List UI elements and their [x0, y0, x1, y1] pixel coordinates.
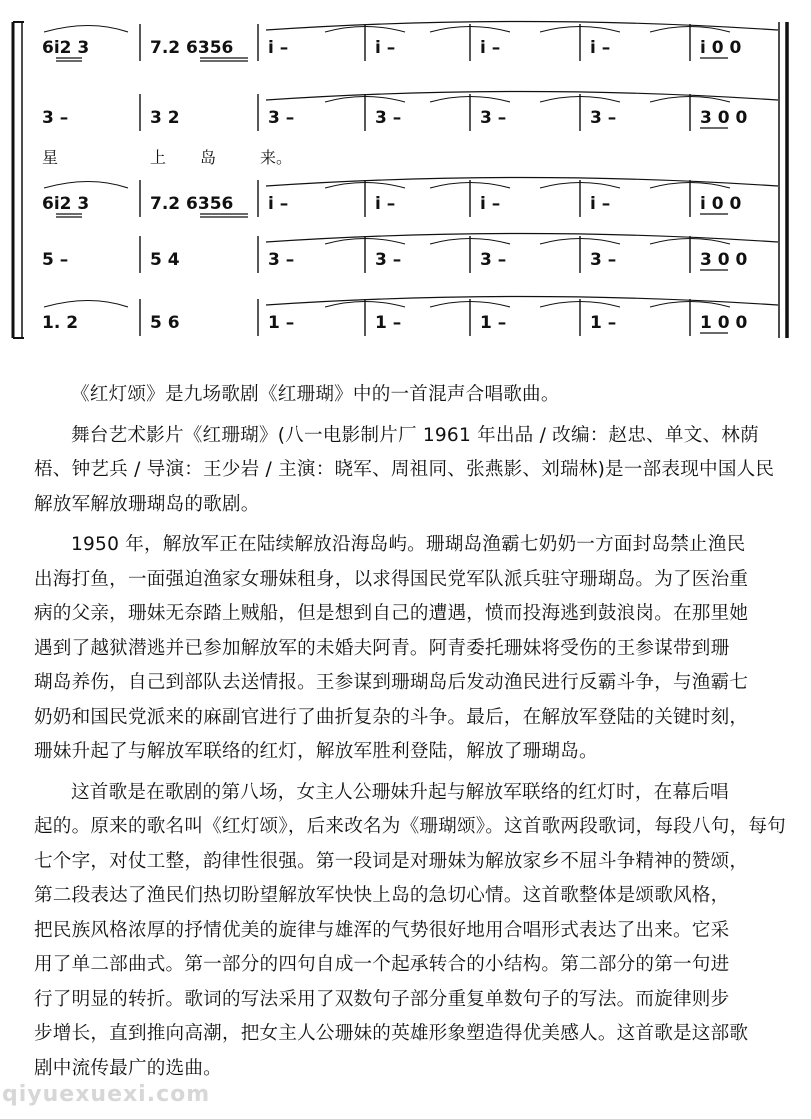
- slur-arc: [44, 182, 128, 189]
- text-line: 遇到了越狱潜逃并已参加解放军的未婚夫阿青。阿青委托珊妹将受伤的王参谋带到珊: [34, 637, 730, 659]
- text-line: 步增长，直到推向高潮，把女主人公珊妹的英雄形象塑造得优美感人。这首歌是这部歌: [34, 1023, 749, 1044]
- measure-notes: 3 –: [375, 250, 402, 270]
- measure-notes: 1 –: [375, 313, 402, 333]
- measure-notes: 3 –: [590, 250, 617, 270]
- text-line: 出海打鱼，一面强迫渔家女珊妹租身，以求得国民党军队派兵驻守珊瑚岛。为了医治重: [34, 568, 749, 590]
- text-line: 起的。原来的歌名叫《红灯颂》，后来改名为《珊瑚颂》。这首歌两段歌词，每段八句，每句: [34, 816, 786, 837]
- measure-notes: i 0 0: [700, 194, 742, 214]
- measure-notes: 3 0 0: [700, 250, 748, 270]
- lyric-syllable: 星: [42, 148, 59, 167]
- text-line: 舞台艺术影片《红珊瑚》(八一电影制片厂 1961 年出品 / 改编：赵忠、单文、林荫: [71, 424, 759, 446]
- final-barline: [779, 22, 787, 338]
- measure-notes: 1 –: [480, 313, 507, 333]
- text-line: 七个字，对仗工整，韵律性很强。第一段词是对珊妹为解放家乡不屈斗争精神的赞颂，: [34, 850, 749, 872]
- measure-notes: 5 –: [42, 250, 69, 270]
- text-line: 梧、钟艺兵 / 导演：王少岩 / 主演：晓军、周祖同、张燕影、刘瑞林)是一部表现中国人民: [34, 459, 775, 480]
- text-line: 把民族风格浓厚的抒情优美的旋律与雄浑的气势很好地用合唱形式表达了出来。它采: [34, 919, 730, 941]
- measure-notes: 3 0 0: [700, 108, 748, 128]
- measure-notes: i –: [268, 38, 289, 58]
- paragraph-analysis: [34, 776, 794, 1087]
- measure-notes: 1 –: [590, 313, 617, 333]
- measure-notes: 3 2: [150, 108, 180, 128]
- measure-notes: 3 –: [480, 250, 507, 270]
- numbered-music-score: [0, 0, 811, 350]
- measure-notes: i –: [590, 38, 611, 58]
- article-text: [34, 378, 794, 1086]
- measure-notes: 7.2 6356: [150, 38, 234, 58]
- text-line: 《红灯颂》是九场歌剧《红珊瑚》中的一首混声合唱歌曲。: [71, 384, 560, 405]
- measure-notes: 5 6: [150, 313, 180, 333]
- slur-arc: [44, 26, 128, 33]
- measure-notes: 6i2 3: [42, 38, 90, 58]
- text-line: 解放军解放珊瑚岛的歌剧。: [34, 493, 260, 515]
- text-line: 行了明显的转折。歌词的写法采用了双数句子部分重复单数句子的写法。而旋律则步: [34, 988, 730, 1010]
- measure-notes: 3 –: [375, 108, 402, 128]
- text-line: 1950 年，解放军正在陆续解放沿海岛屿。珊瑚岛渔霸七奶奶一方面封岛禁止渔民: [71, 534, 746, 555]
- measure-notes: i –: [268, 194, 289, 214]
- slur-arc: [44, 301, 128, 308]
- text-line: 奶奶和国民党派来的麻副官进行了曲折复杂的斗争。最后，在解放军登陆的关键时刻，: [34, 706, 749, 728]
- measure-notes: i –: [590, 194, 611, 214]
- text-line: 病的父亲，珊妹无奈踏上贼船，但是想到自己的遭遇，愤而投海逃到鼓浪岗。在那里她: [34, 603, 749, 624]
- measure-notes: 3 –: [590, 108, 617, 128]
- measure-notes: 3 –: [268, 108, 295, 128]
- measure-notes: 5 4: [150, 250, 180, 270]
- paragraph-intro: [34, 378, 794, 413]
- measure-notes: i –: [375, 38, 396, 58]
- measure-notes: i 0 0: [700, 38, 742, 58]
- measure-notes: 6i2 3: [42, 194, 90, 214]
- measure-notes: 3 –: [480, 108, 507, 128]
- measure-notes: 1. 2: [42, 313, 79, 333]
- system-bracket: [13, 22, 24, 338]
- text-line: 剧中流传最广的选曲。: [34, 1057, 222, 1079]
- measure-notes: 3 –: [268, 250, 295, 270]
- lyric-syllable: 来。: [260, 148, 293, 167]
- measure-notes: i –: [375, 194, 396, 214]
- paragraph-plot: [34, 528, 794, 770]
- text-line: 珊妹升起了与解放军联络的红灯，解放军胜利登陆，解放了珊瑚岛。: [34, 741, 598, 762]
- lyric-syllable: 岛: [200, 148, 217, 167]
- text-line: 这首歌是在歌剧的第八场，女主人公珊妹升起与解放军联络的红灯时，在幕后唱: [71, 781, 729, 803]
- text-line: 瑚岛养伤，自己到部队去送情报。王参谋到珊瑚岛后发动渔民进行反霸斗争，与渔霸七: [34, 672, 749, 693]
- site-watermark: qiyuexuexi.com: [2, 1078, 217, 1112]
- text-line: 第二段表达了渔民们热切盼望解放军快快上岛的急切心情。这首歌整体是颂歌风格，: [34, 885, 730, 906]
- measure-notes: 7.2 6356: [150, 194, 234, 214]
- lyric-syllable: 上: [150, 148, 167, 167]
- measure-notes: 1 0 0: [700, 313, 748, 333]
- measure-notes: 3 –: [42, 108, 69, 128]
- measure-notes: 1 –: [268, 313, 295, 333]
- paragraph-film-info: [34, 419, 794, 523]
- measure-notes: i –: [480, 38, 501, 58]
- text-line: 用了单二部曲式。第一部分的四句自成一个起承转合的小结构。第二部分的第一句进: [34, 954, 730, 975]
- measure-notes: i –: [480, 194, 501, 214]
